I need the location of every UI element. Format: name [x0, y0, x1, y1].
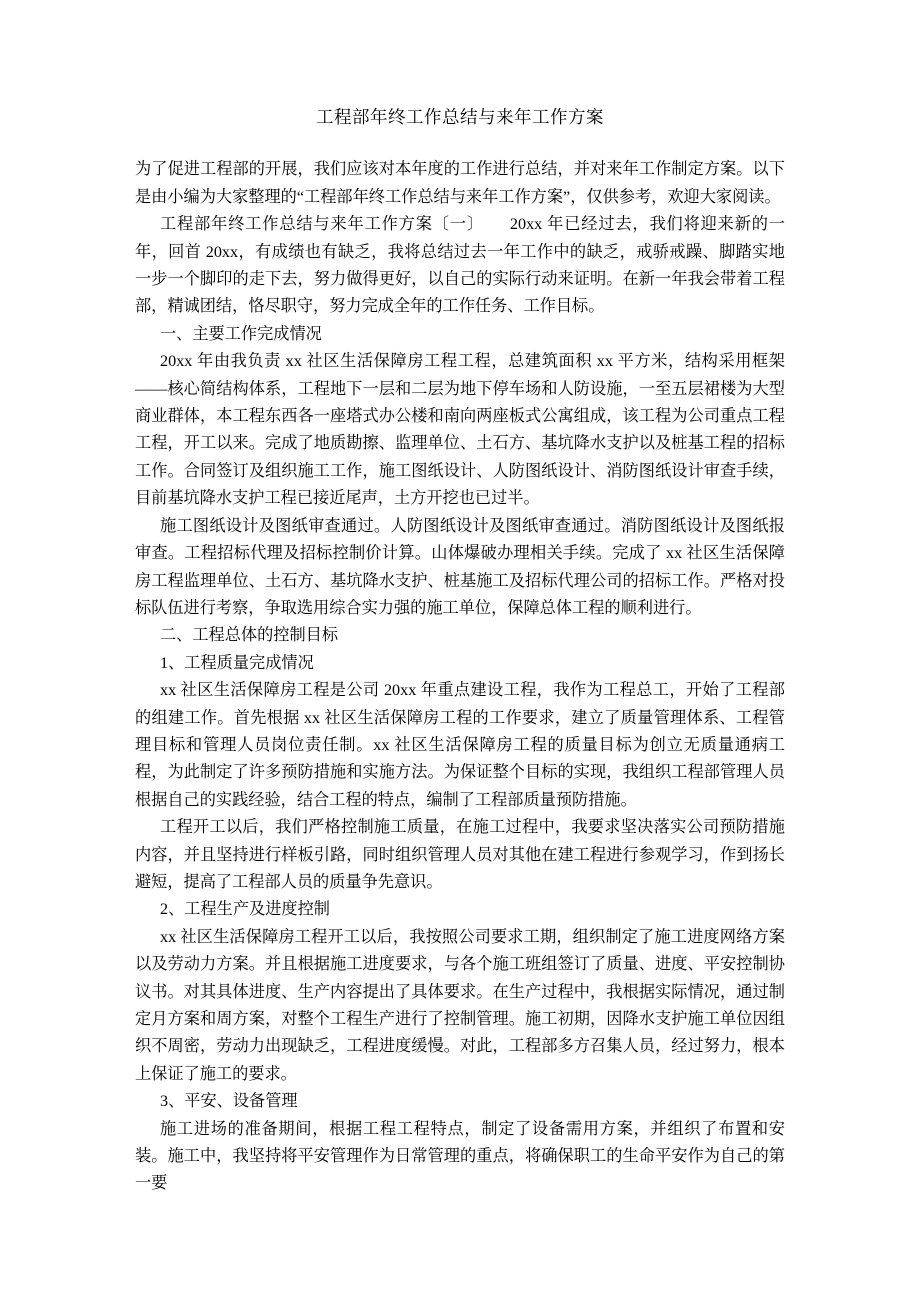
- heading-main-work-completion: 一、主要工作完成情况: [160, 324, 322, 343]
- design-review-paragraph: 施工图纸设计及图纸审查通过。人防图纸设计及图纸审查通过。消防图纸设计及图纸报审查。工程招标代理及招标控制价计算。山体爆破办理相关手续。完成了 xx 社区生活保障房工程监理单位、土石方、基坑降水支护、桩基施工及招标代理公司的招标工作。严格对投标队伍进行考察，争取选用综合实力强的施工单位，保障总体工程的顺利进行。: [135, 516, 785, 617]
- project-overview-paragraph: 20xx 年由我负责 xx 社区生活保障房工程工程，总建筑面积 xx 平方米，结构采用框架——核心简结构体系，工程地下一层和二层为地下停车场和人防设施，一至五层裙楼为大型商业群体，本工程东西各一座塔式办公楼和南向两座板式公寓组成，该工程为公司重点工程工程，开工以来。完成了地质勘擦、监理单位、土石方、基坑降水支护以及桩基工程的招标工作。合同签订及组织施工工作，施工图纸设计、人防图纸设计、消防图纸设计审查手续，目前基坑降水支护工程已接近尾声，土方开挖也已过半。: [135, 352, 785, 508]
- progress-control-paragraph: xx 社区生活保障房工程开工以后，我按照公司要求工期，组织制定了施工进度网络方案以及劳动力方案。并且根据施工进度要求，与各个施工班组签订了质量、进度、平安控制协议书。对其具体进度、生产内容提出了具体要求。在生产过程中，我根据实际情况，通过制定月方案和周方案，对整个工程生产进行了控制管理。施工初期，因降水支护施工单位因组织不周密，劳动力出现缺乏，工程进度缓慢。对此，工程部多方召集人员，经过努力，根本上保证了施工的要求。: [135, 927, 785, 1083]
- intro-paragraph: 为了促进工程部的开展，我们应该对本年度的工作进行总结，并对来年工作制定方案。以下是由小编为大家整理的“工程部年终工作总结与来年工作方案”，仅供参考，欢迎大家阅读。: [135, 160, 785, 206]
- heading-production-progress-control: 2、工程生产及进度控制: [160, 900, 330, 919]
- part-one-opening-paragraph: 工程部年终工作总结与来年工作方案〔一〕 20xx 年已经过去，我们将迎来新的一年，回首 20xx，有成绩也有缺乏，我将总结过去一年工作中的缺乏，戒骄戒躁、脚踏实地一步一个脚印的走下去，努力做得更好，以自己的实际行动来证明。在新一年我会带着工程部，精诚团结，恪尽职守，努力完成全年的工作任务、工作目标。: [135, 215, 785, 316]
- document-content: [135, 0, 785, 1198]
- heading-quality-completion: 1、工程质量完成情况: [160, 653, 314, 672]
- quality-system-paragraph: xx 社区生活保障房工程是公司 20xx 年重点建设工程，我作为工程总工，开始了工程部的组建工作。首先根据 xx 社区生活保障房工程的工作要求，建立了质量管理体系、工程管理目标和管理人员岗位责任制。xx 社区生活保障房工程的质量目标为创立无质量通病工程，为此制定了许多预防措施和实施方法。为保证整个目标的实现，我组织工程部管理人员根据自己的实践经验，结合工程的特点，编制了工程部质量预防措施。: [135, 681, 785, 809]
- quality-control-paragraph: 工程开工以后，我们严格控制施工质量，在施工过程中，我要求坚决落实公司预防措施内容，并且坚持进行样板引路，同时组织管理人员对其他在建工程进行参观学习，作到扬长避短，提高了工程部人员的质量争先意识。: [135, 818, 785, 891]
- document-title: 工程部年终工作总结与来年工作方案: [316, 107, 604, 127]
- heading-overall-control-targets: 二、工程总体的控制目标: [160, 626, 339, 645]
- safety-management-paragraph: 施工进场的准备期间，根据工程工程特点，制定了设备需用方案，并组织了布置和安装。施工中，我坚持将平安管理作为日常管理的重点，将确保职工的生命平安作为自己的第一要: [135, 1119, 785, 1193]
- heading-safety-equipment-management: 3、平安、设备管理: [160, 1092, 298, 1111]
